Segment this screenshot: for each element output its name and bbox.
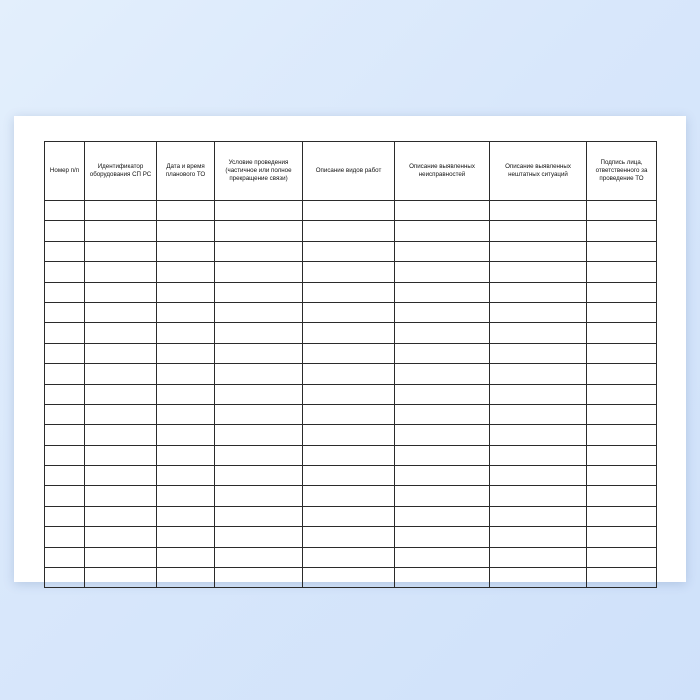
table-cell[interactable]: [303, 302, 395, 322]
table-cell[interactable]: [85, 445, 157, 465]
table-cell[interactable]: [395, 568, 490, 588]
table-body: [45, 201, 657, 588]
table-cell[interactable]: [587, 466, 657, 486]
table-cell[interactable]: [157, 506, 215, 526]
table-cell[interactable]: [45, 282, 85, 302]
table-cell[interactable]: [395, 201, 490, 221]
table-cell[interactable]: [215, 527, 303, 547]
table-cell[interactable]: [490, 241, 587, 261]
table-row: [45, 568, 657, 588]
column-header-equipment-id: Идентификатор оборудования СП РС: [85, 142, 157, 201]
table-row: [45, 384, 657, 404]
table-cell[interactable]: [303, 282, 395, 302]
table-cell[interactable]: [85, 384, 157, 404]
table-cell[interactable]: [587, 262, 657, 282]
table-cell[interactable]: [587, 445, 657, 465]
table-cell[interactable]: [85, 201, 157, 221]
table-row: [45, 547, 657, 567]
table-cell[interactable]: [395, 302, 490, 322]
table-cell[interactable]: [395, 221, 490, 241]
column-header-signature: Подпись лица, ответственного за проведение ТО: [587, 142, 657, 201]
table-cell[interactable]: [157, 343, 215, 363]
table-cell[interactable]: [587, 527, 657, 547]
table-cell[interactable]: [303, 506, 395, 526]
table-cell[interactable]: [157, 221, 215, 241]
table-cell[interactable]: [85, 527, 157, 547]
table-row: [45, 262, 657, 282]
table-cell[interactable]: [215, 568, 303, 588]
table-cell[interactable]: [45, 364, 85, 384]
table-cell[interactable]: [395, 241, 490, 261]
table-cell[interactable]: [490, 568, 587, 588]
table-cell[interactable]: [85, 282, 157, 302]
table-cell[interactable]: [157, 323, 215, 343]
table-cell[interactable]: [215, 221, 303, 241]
table-cell[interactable]: [490, 486, 587, 506]
column-header-incidents-description: Описание выявленных нештатных ситуаций: [490, 142, 587, 201]
table-cell[interactable]: [303, 343, 395, 363]
table-cell[interactable]: [85, 262, 157, 282]
table-cell[interactable]: [157, 568, 215, 588]
table-cell[interactable]: [215, 323, 303, 343]
table-header: [45, 142, 657, 201]
table-cell[interactable]: [45, 262, 85, 282]
table-cell[interactable]: [215, 262, 303, 282]
table-cell[interactable]: [45, 343, 85, 363]
table-cell[interactable]: [45, 547, 85, 567]
table-cell[interactable]: [587, 302, 657, 322]
table-cell[interactable]: [157, 404, 215, 424]
table-cell[interactable]: [215, 302, 303, 322]
table-cell[interactable]: [157, 364, 215, 384]
table-cell[interactable]: [303, 486, 395, 506]
table-row: [45, 506, 657, 526]
table-cell[interactable]: [85, 302, 157, 322]
table-cell[interactable]: [303, 568, 395, 588]
table-cell[interactable]: [490, 445, 587, 465]
table-cell[interactable]: [395, 486, 490, 506]
table-cell[interactable]: [303, 425, 395, 445]
table-cell[interactable]: [85, 404, 157, 424]
table-header-row: [45, 142, 657, 201]
table-cell[interactable]: [395, 527, 490, 547]
table-row: [45, 425, 657, 445]
table-cell[interactable]: [157, 201, 215, 221]
table-cell[interactable]: [303, 201, 395, 221]
table-cell[interactable]: [303, 364, 395, 384]
table-row: [45, 343, 657, 363]
table-cell[interactable]: [215, 547, 303, 567]
table-cell[interactable]: [587, 486, 657, 506]
table-cell[interactable]: [587, 506, 657, 526]
column-header-faults-description: Описание выявленных неисправностей: [395, 142, 490, 201]
table-cell[interactable]: [395, 404, 490, 424]
table-cell[interactable]: [587, 404, 657, 424]
table-cell[interactable]: [85, 364, 157, 384]
table-row: [45, 282, 657, 302]
table-cell[interactable]: [157, 527, 215, 547]
table-cell[interactable]: [303, 323, 395, 343]
table-cell[interactable]: [215, 445, 303, 465]
table-cell[interactable]: [490, 384, 587, 404]
table-cell[interactable]: [85, 486, 157, 506]
table-cell[interactable]: [215, 201, 303, 221]
table-row: [45, 364, 657, 384]
table-cell[interactable]: [303, 221, 395, 241]
table-cell[interactable]: [215, 384, 303, 404]
table-cell[interactable]: [45, 201, 85, 221]
column-header-planned-date: Дата и время планового ТО: [157, 142, 215, 201]
table-cell[interactable]: [85, 343, 157, 363]
table-cell[interactable]: [157, 466, 215, 486]
table-cell[interactable]: [490, 425, 587, 445]
table-cell[interactable]: [587, 384, 657, 404]
table-row: [45, 241, 657, 261]
column-header-conditions: Условие проведения (частичное или полное прекращение связи): [215, 142, 303, 201]
table-cell[interactable]: [157, 241, 215, 261]
table-cell[interactable]: [45, 302, 85, 322]
table-cell[interactable]: [490, 323, 587, 343]
table-cell[interactable]: [395, 343, 490, 363]
table-cell[interactable]: [157, 282, 215, 302]
table-row: [45, 466, 657, 486]
table-cell[interactable]: [85, 323, 157, 343]
table-cell[interactable]: [303, 384, 395, 404]
table-cell[interactable]: [157, 262, 215, 282]
table-cell[interactable]: [85, 466, 157, 486]
table-cell[interactable]: [587, 343, 657, 363]
table-cell[interactable]: [45, 527, 85, 547]
table-cell[interactable]: [303, 547, 395, 567]
table-cell[interactable]: [157, 547, 215, 567]
table-cell[interactable]: [490, 302, 587, 322]
table-cell[interactable]: [215, 425, 303, 445]
table-cell[interactable]: [45, 221, 85, 241]
table-cell[interactable]: [490, 547, 587, 567]
table-cell[interactable]: [157, 445, 215, 465]
table-container: [44, 141, 656, 588]
column-header-number: Номер п/п: [45, 142, 85, 201]
table-cell[interactable]: [303, 404, 395, 424]
table-row: [45, 302, 657, 322]
table-cell[interactable]: [215, 486, 303, 506]
table-cell[interactable]: [490, 262, 587, 282]
table-cell[interactable]: [490, 221, 587, 241]
table-cell[interactable]: [587, 282, 657, 302]
table-cell[interactable]: [395, 506, 490, 526]
table-cell[interactable]: [45, 445, 85, 465]
table-cell[interactable]: [215, 282, 303, 302]
table-cell[interactable]: [45, 506, 85, 526]
table-cell[interactable]: [395, 466, 490, 486]
table-cell[interactable]: [45, 404, 85, 424]
table-cell[interactable]: [395, 425, 490, 445]
table-cell[interactable]: [395, 445, 490, 465]
table-cell[interactable]: [395, 323, 490, 343]
table-cell[interactable]: [395, 262, 490, 282]
table-row: [45, 201, 657, 221]
table-cell[interactable]: [303, 466, 395, 486]
table-cell[interactable]: [587, 323, 657, 343]
table-cell[interactable]: [85, 568, 157, 588]
table-cell[interactable]: [85, 221, 157, 241]
table-row: [45, 404, 657, 424]
table-cell[interactable]: [215, 343, 303, 363]
table-cell[interactable]: [157, 384, 215, 404]
table-cell[interactable]: [85, 425, 157, 445]
maintenance-log-table: [44, 141, 657, 588]
table-cell[interactable]: [157, 486, 215, 506]
table-cell[interactable]: [45, 486, 85, 506]
table-cell[interactable]: [587, 547, 657, 567]
table-cell[interactable]: [215, 364, 303, 384]
table-cell[interactable]: [85, 506, 157, 526]
table-cell[interactable]: [45, 425, 85, 445]
table-cell[interactable]: [215, 466, 303, 486]
table-cell[interactable]: [303, 262, 395, 282]
table-cell[interactable]: [395, 282, 490, 302]
table-row: [45, 445, 657, 465]
table-cell[interactable]: [303, 445, 395, 465]
table-cell[interactable]: [587, 221, 657, 241]
table-cell[interactable]: [45, 384, 85, 404]
table-cell[interactable]: [45, 323, 85, 343]
table-cell[interactable]: [157, 302, 215, 322]
table-cell[interactable]: [395, 384, 490, 404]
table-cell[interactable]: [215, 404, 303, 424]
table-cell[interactable]: [45, 241, 85, 261]
table-cell[interactable]: [490, 282, 587, 302]
table-cell[interactable]: [45, 466, 85, 486]
table-cell[interactable]: [490, 343, 587, 363]
table-cell[interactable]: [587, 425, 657, 445]
column-header-works-description: Описание видов работ: [303, 142, 395, 201]
table-cell[interactable]: [215, 241, 303, 261]
table-cell[interactable]: [395, 364, 490, 384]
table-cell[interactable]: [215, 506, 303, 526]
table-cell[interactable]: [157, 425, 215, 445]
table-cell[interactable]: [490, 506, 587, 526]
table-cell[interactable]: [490, 527, 587, 547]
table-cell[interactable]: [490, 466, 587, 486]
table-cell[interactable]: [587, 568, 657, 588]
table-cell[interactable]: [490, 201, 587, 221]
table-cell[interactable]: [490, 364, 587, 384]
table-cell[interactable]: [45, 568, 85, 588]
table-row: [45, 323, 657, 343]
table-cell[interactable]: [587, 364, 657, 384]
table-cell[interactable]: [303, 527, 395, 547]
table-cell[interactable]: [85, 241, 157, 261]
paper-sheet: [14, 116, 686, 582]
table-cell[interactable]: [490, 404, 587, 424]
table-row: [45, 486, 657, 506]
table-row: [45, 527, 657, 547]
table-cell[interactable]: [85, 547, 157, 567]
table-cell[interactable]: [303, 241, 395, 261]
table-row: [45, 221, 657, 241]
table-cell[interactable]: [587, 241, 657, 261]
table-cell[interactable]: [587, 201, 657, 221]
table-cell[interactable]: [395, 547, 490, 567]
